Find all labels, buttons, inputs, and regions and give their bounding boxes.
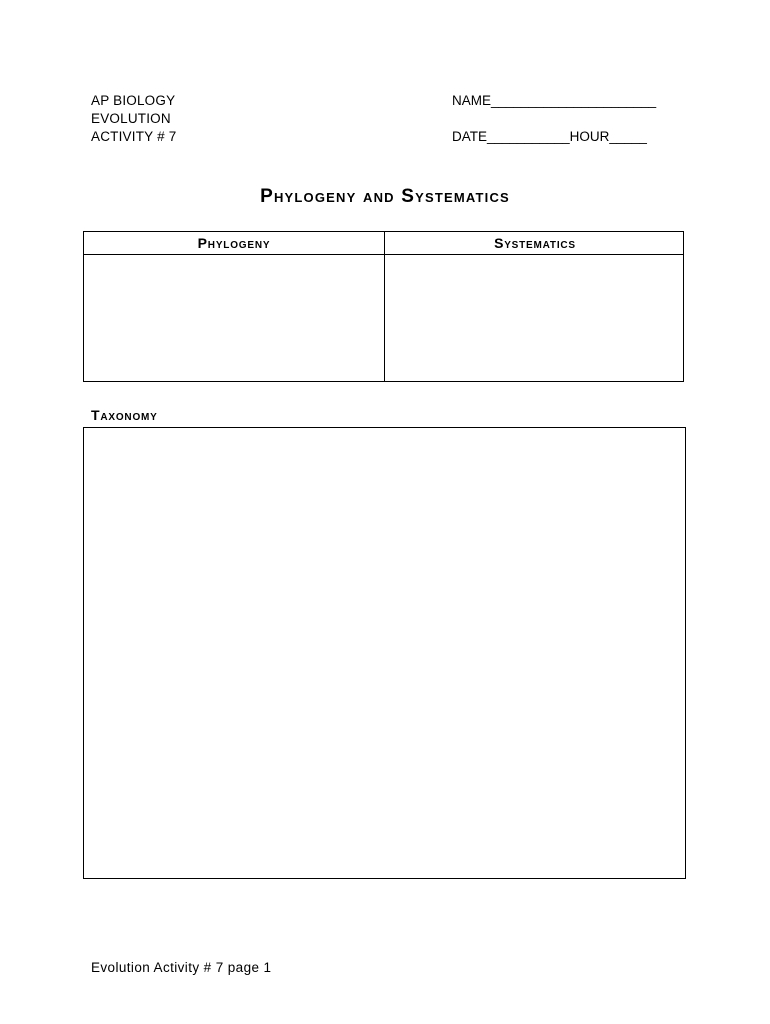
systematics-answer-cell[interactable] [385, 255, 683, 381]
taxonomy-answer-box[interactable] [83, 427, 686, 879]
student-info [452, 92, 656, 146]
systematics-heading: Systematics [494, 235, 576, 251]
course-info [91, 92, 176, 146]
date-hour-field[interactable]: DATE___________HOUR_____ [452, 129, 647, 144]
phylogeny-systematics-table [83, 231, 684, 382]
phylogeny-heading: Phylogeny [197, 235, 271, 251]
activity-line: ACTIVITY # 7 [91, 129, 177, 144]
page-title: Phylogeny and Systematics [260, 186, 510, 207]
phylogeny-answer-cell[interactable] [84, 255, 384, 381]
name-field[interactable]: NAME______________________ [452, 93, 657, 108]
unit-line: EVOLUTION [91, 111, 171, 126]
taxonomy-heading: Taxonomy [91, 407, 158, 423]
page-footer: Evolution Activity # 7 page 1 [91, 960, 272, 975]
course-line: AP BIOLOGY [91, 93, 176, 108]
